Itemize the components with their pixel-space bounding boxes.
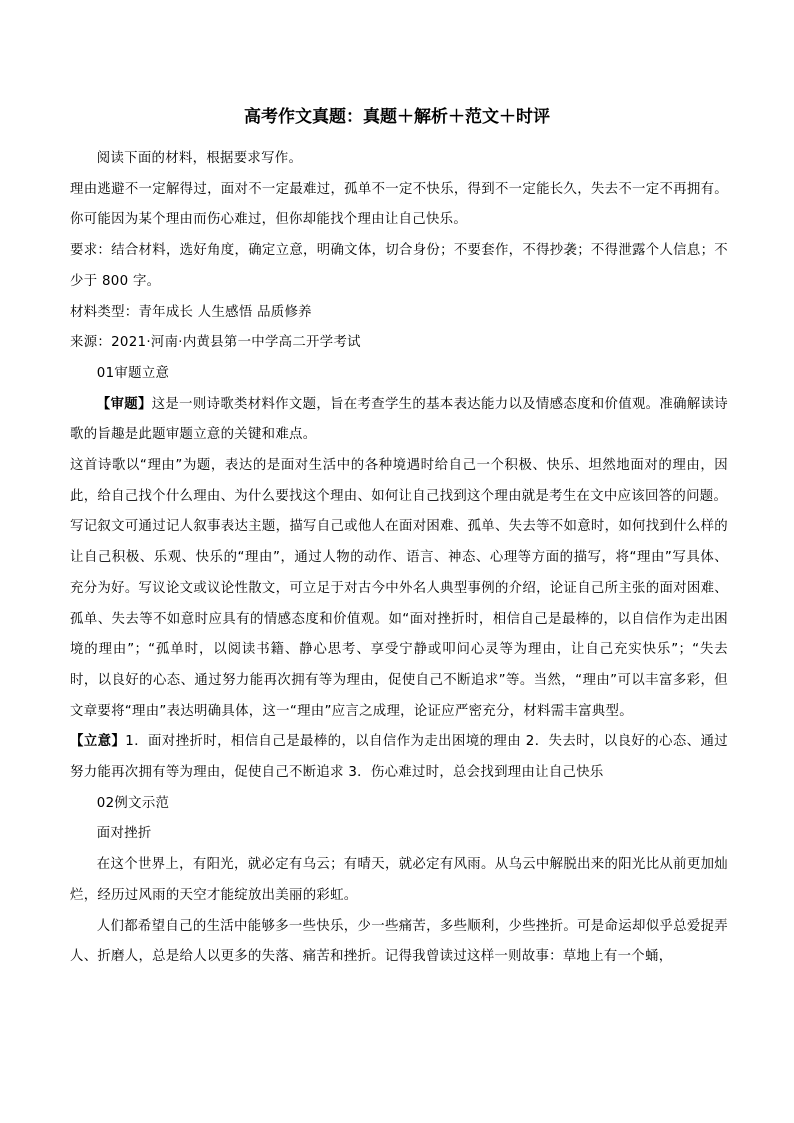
analysis-paragraph-2: 这首诗歌以“理由”为题，表达的是面对生活中的各种境遇时给自己一个积极、快乐、坦然地面对的理由，因此，给自己找个什么理由、为什么要找这个理由、如何让自己找到这个理由就是考生在文中应该回答的问题。 (70, 458, 728, 504)
instruction-paragraph: 阅读下面的材料，根据要求写作。 (96, 151, 303, 166)
essay-paragraph-2: 人们都希望自己的生活中能够多一些快乐，少一些痛苦，多些顺利，少些挫折。可是命运却似乎总爱捉弄人、折磨人，总是给人以更多的失落、痛苦和挫折。记得我曾读过这样一则故事：草地上有一个蛹， (70, 918, 728, 965)
shenti-label: 【审题】 (96, 396, 152, 412)
analysis-paragraph (70, 390, 728, 451)
section-heading-02: 02例文示范 (96, 795, 170, 811)
requirements-paragraph: 要求：结合材料，选好角度，确定立意，明确文体，切合身份；不要套作，不得抄袭；不得泄露个人信息；不少于 800 字。 (70, 243, 728, 289)
liyi-label: 【立意】 (70, 734, 126, 750)
material-type: 材料类型：青年成长 人生感悟 品质修养 (70, 304, 312, 320)
essay-paragraph-1: 在这个世界上，有阳光，就必定有乌云；有晴天，就必定有风雨。从乌云中解脱出来的阳光比从前更加灿烂，经历过风雨的天空才能绽放出美丽的彩虹。 (70, 857, 728, 903)
essay-title: 面对挫折 (96, 826, 152, 842)
source-line: 来源：2021·河南·内黄县第一中学高二开学考试 (70, 335, 361, 351)
document-body (70, 144, 728, 973)
section-heading-01: 01审题立意 (96, 365, 170, 381)
liyi-text: 1．面对挫折时，相信自己是最棒的，以自信作为走出困境的理由 2．失去时，以良好的心态、通过努力能再次拥有等为理由，促使自己不断追求 3．伤心难过时，总会找到理由让自己快乐 (70, 734, 728, 781)
material-paragraph: 理由逃避不一定解得过，面对不一定最难过，孤单不一定不快乐，得到不一定能长久，失去不一定不再拥有。你可能因为某个理由而伤心难过，但你却能找个理由让自己快乐。 (70, 181, 728, 228)
analysis-paragraph-3: 写记叙文可通过记人叙事表达主题，描写自己或他人在面对困难、孤单、失去等不如意时，如何找到什么样的让自己积极、乐观、快乐的“理由”，通过人物的动作、语言、神态、心理等方面的描写，将“理由”写具体、充分为好。写议论文或议论性散文，可立足于对古今中外名人典型事例的介绍，论证自己所主张的面对困难、孤单、失去等不如意时应具有的情感态度和价值观。如“面对挫折时，相信自己是最棒的，以自信作为走出困境的理由”；“孤单时，以阅读书籍、静心思考、享受宁静或叩问心灵等为理由，让自己充实快乐”；“失去时，以良好的心态、通过努力能再次拥有等为理由，促使自己不断追求”等。当然，“理由”可以丰富多彩，但文章要将“理由”表达明确具体，这一“理由”应言之成理，论证应严密充分，材料需丰富典型。 (70, 519, 728, 719)
page-title: 高考作文真题：真题＋解析＋范文＋时评 (244, 107, 550, 127)
liyi-paragraph (70, 727, 728, 788)
analysis-text: 这是一则诗歌类材料作文题，旨在考查学生的基本表达能力以及情感态度和价值观。准确解读诗歌的旨趣是此题审题立意的关键和难点。 (70, 396, 728, 443)
